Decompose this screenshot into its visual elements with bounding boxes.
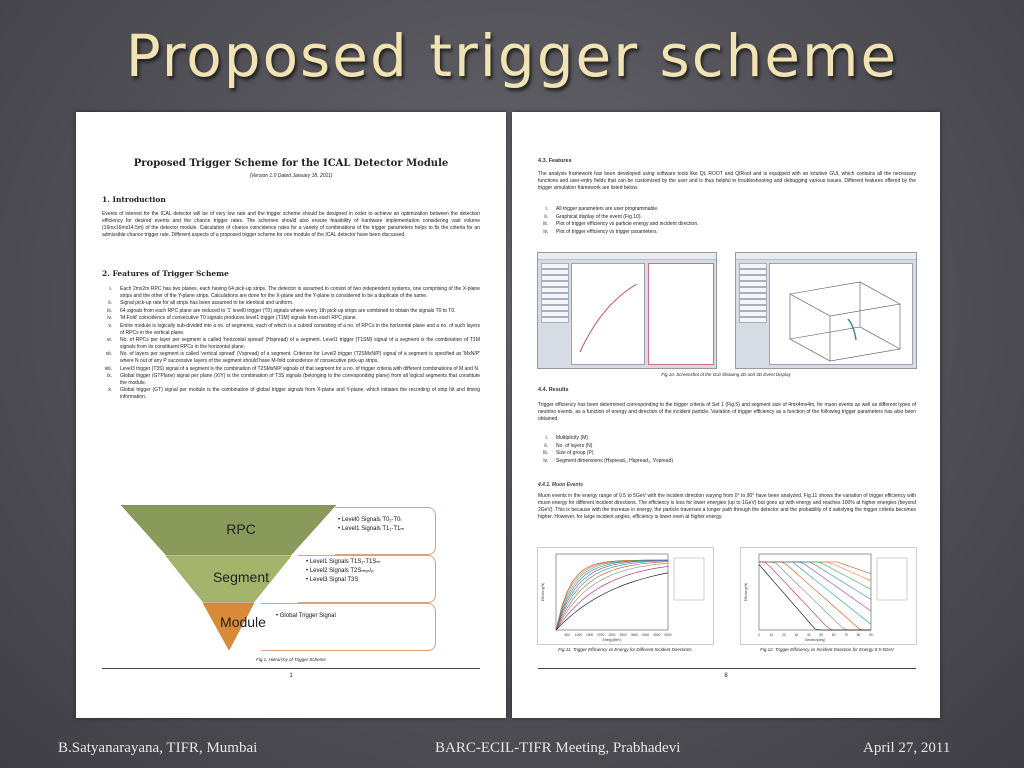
section-4-3-text: The analysis framework has been developed using software tools like Qt, ROOT and QtRoot and is equipped with an intuitive GUI, which contains all the necessary functions and user-entry fields that can be customized by the user and is thus helpful in troubleshooting and debugging various issues. Different features offered by the trigger simulation framework are listed below.: [538, 171, 916, 191]
list-item-text: Plot of trigger efficiency vs particle energy and incident direction.: [556, 221, 699, 228]
efficiency-vs-direction-plot: [740, 547, 917, 645]
figure-1-caption: Fig.1. Hierarchy of Trigger Scheme: [256, 657, 326, 662]
module-notes: • Global Trigger Signal: [276, 613, 336, 619]
list-item-text: 'M-Fold' coincidence of consecutive T0 signals produces level1 trigger (T1M) signals from each RPC plane.: [120, 315, 357, 322]
framework-features-list: [528, 206, 908, 236]
list-item-text: Level3 trigger (T3S) signal of a segment is the combination of T2SMxN/P signals of that segment for a no. of trigger criteria with different combinations of M and N.: [120, 365, 480, 372]
feature-item: [92, 286, 480, 299]
x-axis-label: Energy(MeV): [602, 638, 622, 642]
x-tick-label: 70: [844, 633, 848, 637]
list-item-number: ix.: [107, 373, 112, 380]
list-item-number: ii.: [544, 213, 548, 220]
page-number: 1: [289, 673, 293, 679]
parameter-item: [528, 450, 908, 457]
segment-notes: • Level1 Signals T1S₁-T1Sₘ • Level2 Signals T2Sₘₓₙ/ₚ • Level3 Signal T3S: [306, 559, 381, 583]
x-axis-label: Direction(deg): [804, 638, 826, 642]
list-item-number: vi.: [107, 337, 112, 344]
rpc-notes: • Level0 Signals T0₁-T0ₗ • Level1 Signals T1₁-T1ₘ: [338, 517, 405, 532]
list-item-number: ii.: [544, 442, 548, 449]
x-tick-label: 3500: [630, 633, 638, 637]
list-item-text: Plot of trigger efficiency vs trigger parameters.: [556, 228, 658, 235]
document-page-1: [76, 112, 506, 718]
parameter-item: [528, 443, 908, 450]
list-item-number: vii.: [105, 351, 112, 358]
gui-screenshot-3d: [735, 252, 917, 369]
list-item-number: ii.: [108, 300, 112, 307]
legend-box: [674, 558, 704, 600]
footer-event: BARC-ECIL-TIFR Meeting, Prabhadevi: [435, 740, 681, 756]
list-item-number: iii.: [107, 307, 112, 314]
section-4-4-1-heading: 4.4.1. Muon Events: [538, 482, 584, 488]
plot-frame: [759, 554, 871, 630]
list-item-number: iv.: [543, 457, 548, 464]
x-tick-label: 3000: [619, 633, 627, 637]
x-tick-label: 5000: [664, 633, 672, 637]
list-item-text: Multiplicity (M): [556, 435, 588, 441]
section-1-heading: 1. Introduction: [102, 195, 166, 204]
list-item-number: i.: [109, 286, 112, 292]
trigger-parameters-list: [528, 435, 908, 465]
section-4-4-text: Trigger efficiency has been determined corresponding to the trigger criteria of Set 1 (Fig.5) and segment size of 4mx4mx4m, for muon events as well as different types of neutrino events, as a function of energy and direction of the incident particle. Variation of trigger efficiency as a function of the following trigger parameters has also been obtained.: [538, 402, 916, 422]
x-tick-label: 10: [769, 633, 774, 637]
list-item-text: Signal pick-up rate for all strips has been assumed to be identical and uniform.: [120, 300, 294, 307]
feature-item: [92, 351, 480, 364]
x-tick-label: 2000: [597, 633, 605, 637]
slide-title: Proposed trigger scheme: [125, 22, 899, 90]
list-item-text: Graphical display of the event (Fig.10).: [556, 213, 642, 220]
legend-box: [877, 558, 907, 600]
list-item-text: Size of group (P): [556, 450, 594, 457]
list-item-text: 64 signals from each RPC plane are reduced to '1' level0 trigger (T0) signals where every 1th pick-up strips are combined to obtain the signals T0 to T0.: [120, 307, 456, 314]
feature-item: [92, 315, 480, 322]
framework-feature-item: [528, 214, 908, 221]
feature-item: [92, 300, 480, 307]
x-tick-label: 500: [564, 633, 570, 637]
list-item-number: viii.: [104, 365, 112, 372]
figure-12-caption: Fig.12. Trigger Efficiency vs Incident Direction for Energy 0.5-5GeV: [760, 647, 894, 652]
list-item-number: iii.: [543, 221, 548, 228]
feature-item: [92, 387, 480, 400]
feature-item: [92, 373, 480, 386]
list-item-text: Segment dimensions (Hspread₁, Hspread₂, Vspread): [556, 457, 674, 464]
x-tick-label: 90: [869, 633, 873, 637]
x-tick-label: 40: [807, 633, 811, 637]
list-item-text: Global trigger (GTPlane) signal per plane (X/Y) is the combination of T3S signals (belonging to the corresponding plane) from all logical segments that constitute the module.: [120, 373, 480, 386]
page-rule: [538, 668, 916, 669]
section-4-4-1-text: Muon events in the energy range of 0.5 to 5GeV with the incident direction varying from 0° to 90° have been analyzed. Fig.11 shows the variation of trigger efficiency with muon energy for different incident directions. The efficiency is less for lower energies (up to 1GeV) but goes up with energy and reaches 100% at higher energies (beyond 2GeV). This is because with the increase in energy, the particle traverses a longer path through the detector and the probability of it satisfying the trigger criteria becomes higher. However, for large incident angles, efficiency is lower even at higher energy.: [538, 493, 916, 520]
framework-feature-item: [528, 229, 908, 236]
footer-author: B.Satyanarayana, TIFR, Mumbai: [58, 740, 258, 756]
x-tick-label: 30: [794, 633, 799, 637]
x-tick-label: 20: [782, 633, 786, 637]
list-item-text: No. of layers per segment is called 'vertical spread' (Vspread) of a segment. Criterion for Level2 trigger (T2SMxN/P) signal of a segment is specified as 'MxN/P' where N out of any P successive layers of the segment should have M-fold coincidence of consecutive pick-up strips.: [120, 351, 480, 364]
feature-item: [92, 323, 480, 336]
module-bracket: [261, 603, 436, 651]
list-item-text: Global trigger (GT) signal per module is the combination of global trigger signals from X-plane and Y-plane, which initiates the recording of strip hit and timing information.: [120, 387, 480, 400]
section-2-heading: 2. Features of Trigger Scheme: [102, 269, 229, 278]
y-axis-label: Efficiency(%): [541, 582, 545, 602]
parameter-item: [528, 435, 908, 442]
document-title: Proposed Trigger Scheme for the ICAL Detector Module: [133, 158, 449, 169]
list-item-text: No. of layers (N): [556, 442, 593, 449]
section-4-4-heading: 4.4. Results: [538, 387, 569, 393]
feature-item: [92, 337, 480, 350]
x-tick-label: 80: [856, 633, 861, 637]
list-item-number: v.: [108, 322, 112, 329]
page-rule: [102, 668, 480, 669]
segment-label: Segment: [212, 569, 270, 585]
list-item-text: No. of RPCs per layer per segment is called 'horizontal spread' (Hspread) of a segment. Level1 trigger (T1SM) signal of a segment is the combination of T1M signals from its constituent RPCs in the horizontal plane.: [120, 337, 480, 350]
gui-screenshot-2d: [537, 252, 717, 369]
list-item-text: All trigger parameters are user programmable.: [556, 206, 659, 212]
module-label: Module: [220, 614, 266, 630]
list-item-number: x.: [108, 387, 112, 394]
framework-feature-item: [528, 206, 908, 213]
features-list: [92, 286, 480, 402]
parameter-item: [528, 458, 908, 465]
framework-feature-item: [528, 221, 908, 228]
list-item-number: i.: [545, 435, 548, 441]
x-tick-label: 1500: [586, 633, 594, 637]
footer-date: April 27, 2011: [863, 740, 951, 756]
figure-10-caption: Fig.10. Screenshot of the GUI Showing 2D and 3D Event Display: [661, 372, 791, 377]
rpc-label: RPC: [226, 521, 256, 537]
figure-11-caption: Fig.11. Trigger Efficiency vs Energy for Different Incident Directions: [558, 647, 692, 652]
x-tick-label: 2500: [608, 633, 616, 637]
x-tick-label: 1000: [574, 633, 582, 637]
list-item-number: iv.: [107, 315, 112, 322]
list-item-text: Each 2mx2m RPC has two planes, each having 64 pick-up strips. The detector is assumed to consist of two independent systems, one comprising of the X-plane strips and the other of the Y-plane strips. Calculations are done for the X-plane and the Y-plane is considered to be a duplicate of the same.: [120, 286, 480, 299]
document-version: (Version 1.0 Dated January 18, 2011): [249, 173, 333, 179]
y-axis-label: Efficiency(%): [744, 582, 748, 602]
x-tick-label: 50: [819, 633, 823, 637]
x-tick-label: 0: [758, 633, 760, 637]
list-item-number: iii.: [543, 450, 548, 457]
feature-item: [92, 308, 480, 315]
x-tick-label: 4000: [642, 633, 650, 637]
list-item-number: iv.: [543, 228, 548, 235]
page-number: 8: [724, 673, 728, 679]
x-tick-label: 60: [831, 633, 836, 637]
efficiency-vs-energy-plot: [537, 547, 714, 645]
x-tick-label: 4500: [653, 633, 661, 637]
list-item-number: i.: [545, 206, 548, 212]
section-1-text: Events of interest for the ICAL detector will be of very low rate and the trigger scheme should be designed in order to achieve an optimization between the detection efficiency for desired events and the chance trigger rates. The schemes should also ensure feasibility of hardware implementation considering vast volume (16mx16mx14.5m) of the detector module. Calculation of chance coincidence rates for a variety of combinations of the trigger parameters helps to fix the criteria for an admissible chance trigger rate. Different aspects of a proposed trigger scheme for one module of the ICAL detector have been discussed.: [102, 211, 480, 238]
list-item-text: Entire module is logically sub-divided into a no. of segments, each of which is a cuboid consisting of a no. of RPCs in the horizontal plane and a no. of such layers of RPCs in the vertical plane.: [120, 322, 480, 336]
section-4-3-heading: 4.3. Features: [538, 158, 572, 164]
feature-item: [92, 366, 480, 373]
document-page-8: [512, 112, 940, 718]
